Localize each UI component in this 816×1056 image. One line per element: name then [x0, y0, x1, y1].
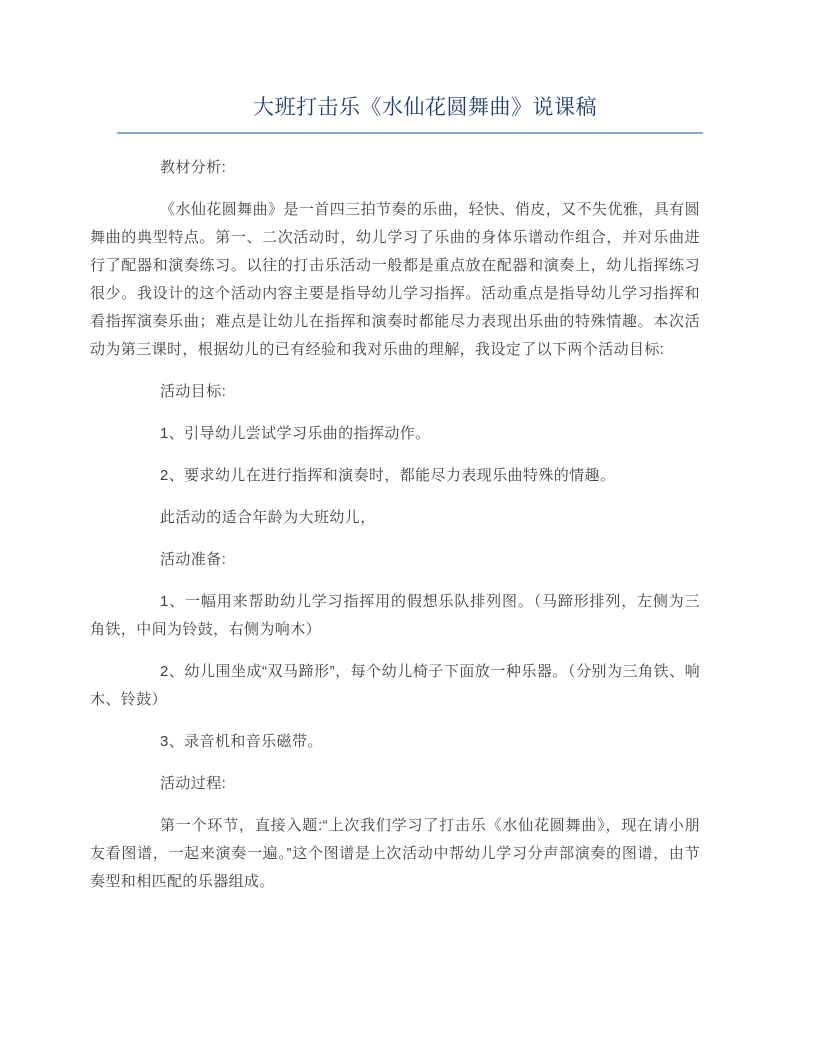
prep-item-2: 2、幼儿围坐成“双马蹄形”，每个幼儿椅子下面放一种乐器。（分别为三角铁、响木、铃鼓）: [90, 663, 700, 708]
goal-item-1: 1、引导幼儿尝试学习乐曲的指挥动作。: [160, 425, 431, 442]
goal-item-2: 2、要求幼儿在进行指挥和演奏时，都能尽力表现乐曲特殊的情趣。: [160, 467, 616, 484]
document-body: [90, 154, 700, 896]
heading-activity-process: 活动过程:: [160, 775, 227, 792]
para-process-step-1: 第一个环节，直接入题:“上次我们学习了打击乐《水仙花圆舞曲》，现在请小朋友看图谱，一起来演奏一遍。”这个图谱是上次活动中帮幼儿学习分声部演奏的图谱，由节奏型和相匹配的乐器组成。: [90, 817, 700, 890]
para-suitable-age: 此活动的适合年龄为大班幼儿，: [160, 509, 376, 526]
para-material-analysis: 《水仙花圆舞曲》是一首四三拍节奏的乐曲，轻快、俏皮，又不失优雅，具有圆舞曲的典型特点。第一、二次活动时，幼儿学习了乐曲的身体乐谱动作组合，并对乐曲进行了配器和演奏练习。以往的打击乐活动一般都是重点放在配器和演奏上，幼儿指挥练习很少。我设计的这个活动内容主要是指导幼儿学习指挥。活动重点是指导幼儿学习指挥和看指挥演奏乐曲；难点是让幼儿在指挥和演奏时都能尽力表现出乐曲的特殊情趣。本次活动为第三课时，根据幼儿的已有经验和我对乐曲的理解，我设定了以下两个活动目标:: [90, 201, 700, 358]
heading-activity-goals: 活动目标:: [160, 383, 227, 400]
prep-item-3: 3、录音机和音乐磁带。: [160, 733, 323, 750]
heading-teaching-material-analysis: 教材分析:: [160, 159, 227, 176]
title-divider: [117, 132, 703, 134]
prep-item-1: 1、一幅用来帮助幼儿学习指挥用的假想乐队排列图。（马蹄形排列，左侧为三角铁，中间为铃鼓，右侧为响木）: [90, 593, 700, 638]
document-title: 大班打击乐《水仙花圆舞曲》说课稿: [253, 96, 597, 119]
heading-activity-preparation: 活动准备:: [160, 551, 227, 568]
